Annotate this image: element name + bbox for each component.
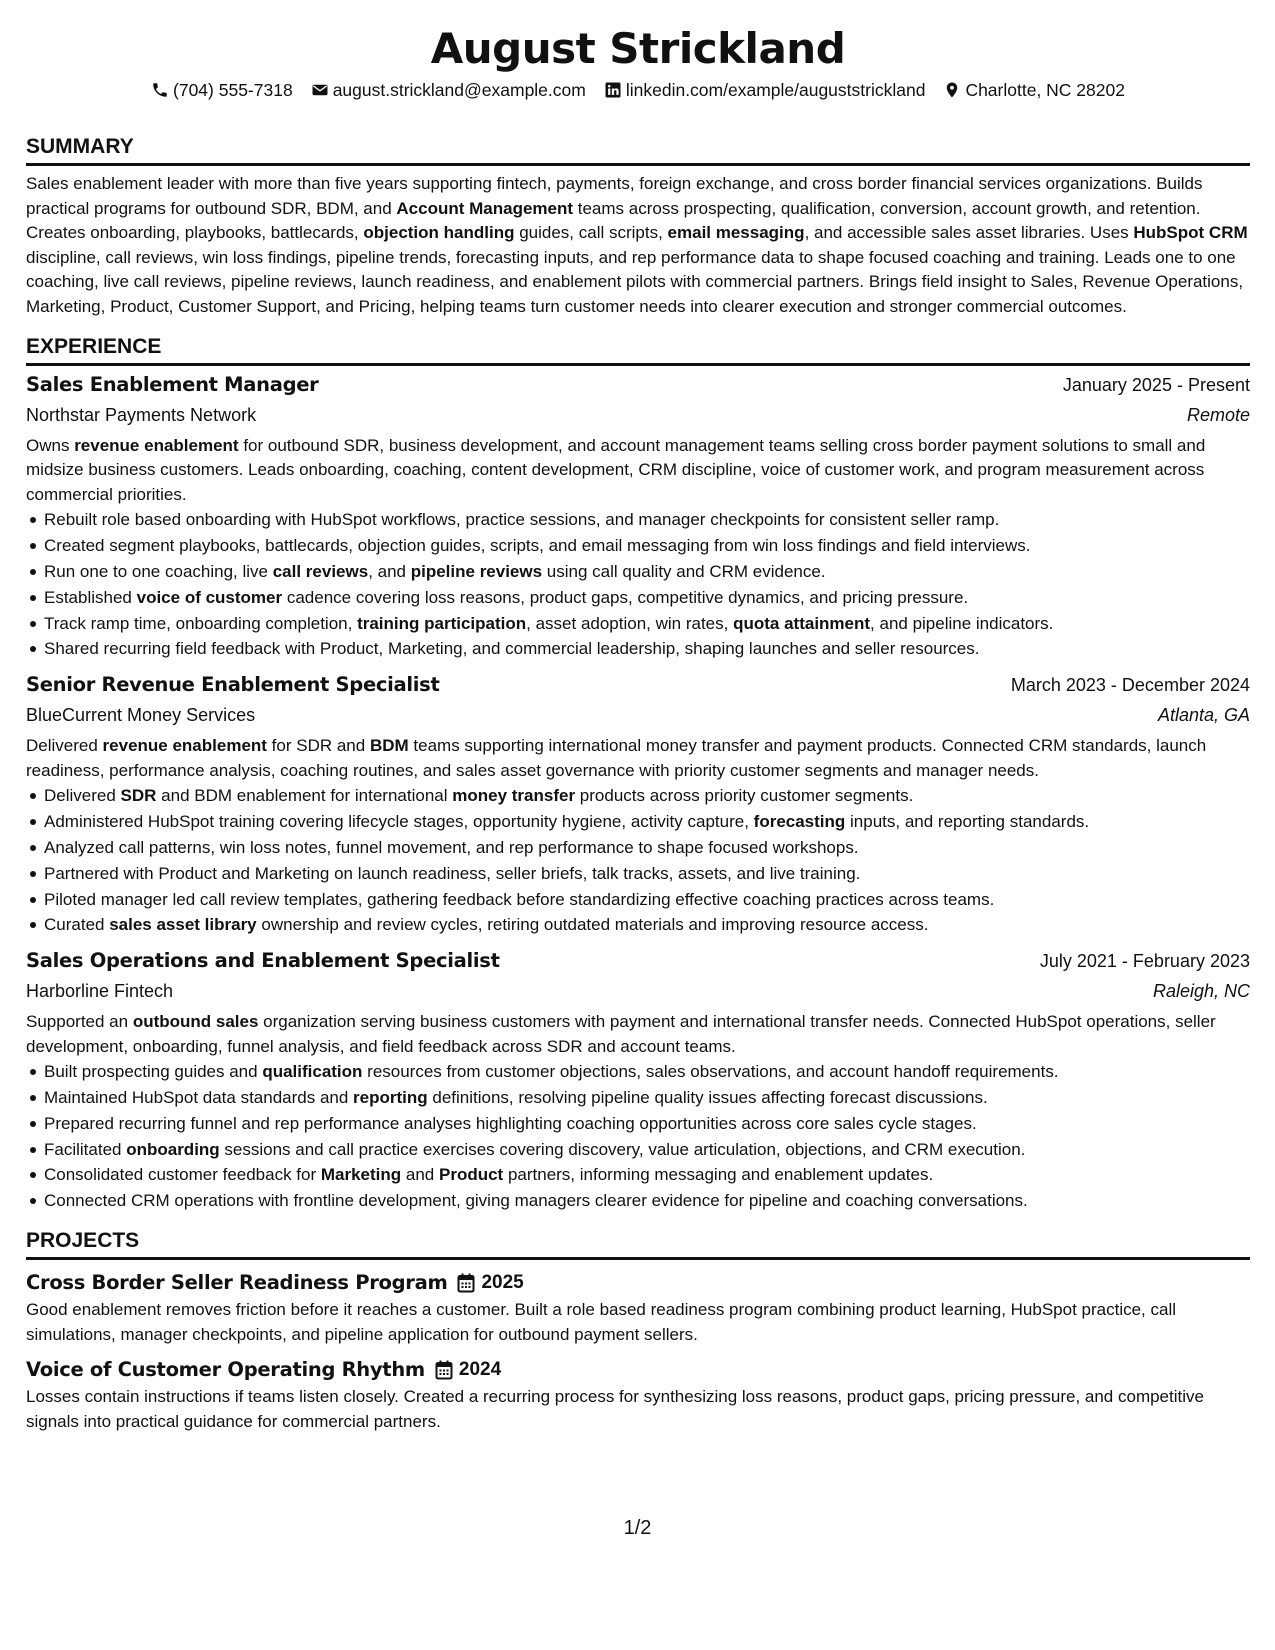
project-year xyxy=(457,1272,523,1294)
bullet-item: Prepared recurring funnel and rep performance analyses highlighting coaching opportunities across core sales cycle stages. xyxy=(44,1111,1250,1137)
bold-text: Marketing xyxy=(320,1165,402,1185)
job-description: Delivered revenue enablement for SDR and BDM teams supporting international money transfer and payment products. Connected CRM standards, launch readiness, performance analysis, coaching routines, and sales asset governance with priority customer segments and manager needs. xyxy=(26,736,1207,780)
bold-text: call reviews xyxy=(272,561,369,581)
project-description: Losses contain instructions if teams listen closely. Created a recurring process for synthesizing loss reasons, product gaps, pricing pressure, and competitive signals into practical guidance for commercial partners. xyxy=(26,1387,1204,1431)
resume-page xyxy=(26,0,1250,1434)
job-company: Northstar Payments Network xyxy=(26,404,257,425)
job-bullets xyxy=(26,1059,1250,1214)
project-year-text: 2025 xyxy=(481,1272,524,1294)
phone-text: (704) 555-7318 xyxy=(173,80,293,100)
section-title-projects: PROJECTS xyxy=(26,1228,1250,1260)
bold-text: objection handling xyxy=(363,223,515,243)
summary-text: Sales enablement leader with more than five years supporting fintech, payments, foreign exchange, and cross border financial services organizations. Builds practical programs for outbound SDR, BDM, and Account Management teams across prospecting, qualification, conversion, account growth, and retention. Creates onboarding, playbooks, battlecards, objection handling guides, call scripts, email messaging, and accessible sales asset libraries. Uses HubSpot CRM discipline, call reviews, win loss findings, pipeline trends, forecasting inputs, and rep performance data to shape focused coaching and training. Leads one to one coaching, live call reviews, pipeline reviews, launch readiness, and enablement pilots with commercial partners. Brings field insight to Sales, Revenue Operations, Marketing, Product, Customer Support, and Pricing, helping teams turn customer needs into clearer execution and stronger commercial outcomes. xyxy=(26,174,1248,316)
job-description: Owns revenue enablement for outbound SDR, business development, and account management teams selling cross border payment solutions to small and midsize business customers. Leads onboarding, coaching, content development, CRM discipline, voice of customer work, and program measurement across commercial priorities. xyxy=(26,435,1206,504)
job-dates: July 2021 - February 2023 xyxy=(1039,951,1250,972)
section-title-summary: SUMMARY xyxy=(26,134,1250,166)
calendar-icon xyxy=(457,1273,475,1293)
bold-text: quota attainment xyxy=(733,613,871,633)
project-description: Good enablement removes friction before it reaches a customer. Built a role based readiness program combining product learning, HubSpot practice, call simulations, manager checkpoints, and pipeline application for outbound payment sellers. xyxy=(26,1300,1176,1344)
bullet-item: Maintained HubSpot data standards and reporting definitions, resolving pipeline quality issues affecting forecast discussions. xyxy=(44,1085,1250,1111)
job-entry xyxy=(26,946,1250,1214)
bold-text: training participation xyxy=(357,613,527,633)
bullet-item: Delivered SDR and BDM enablement for international money transfer products across priority customer segments. xyxy=(44,783,1250,809)
bullet-item: Consolidated customer feedback for Marketing and Product partners, informing messaging and enablement updates. xyxy=(44,1162,1250,1188)
contact-location xyxy=(943,78,1125,102)
calendar-icon xyxy=(435,1360,453,1380)
bold-text: qualification xyxy=(262,1062,363,1082)
bold-text: Product xyxy=(438,1165,504,1185)
bullet-item: Shared recurring field feedback with Product, Marketing, and commercial leadership, shaping launches and seller resources. xyxy=(44,636,1250,662)
contact-phone xyxy=(151,78,293,102)
job-company: BlueCurrent Money Services xyxy=(26,705,256,726)
map-pin-icon xyxy=(943,81,961,99)
projects-section xyxy=(26,1228,1250,1434)
bold-text: revenue enablement xyxy=(74,435,239,455)
job-location: Remote xyxy=(1186,404,1250,425)
location-text: Charlotte, NC 28202 xyxy=(965,80,1125,100)
bullet-item: Rebuilt role based onboarding with HubSpot workflows, practice sessions, and manager checkpoints for consistent seller ramp. xyxy=(44,507,1250,533)
bold-text: sales asset library xyxy=(109,915,257,935)
bullet-item: Created segment playbooks, battlecards, objection guides, scripts, and email messaging from win loss findings and field interviews. xyxy=(44,533,1250,559)
bold-text: BDM xyxy=(369,736,409,756)
bullet-item: Run one to one coaching, live call reviews, and pipeline reviews using call quality and CRM evidence. xyxy=(44,559,1250,585)
project-entry xyxy=(26,1270,1250,1347)
bullet-item: Established voice of customer cadence covering loss reasons, product gaps, competitive dynamics, and pricing pressure. xyxy=(44,585,1250,611)
bold-text: revenue enablement xyxy=(102,736,267,756)
page-number: 1/2 xyxy=(623,1517,652,1539)
contact-bar xyxy=(26,78,1250,102)
bold-text: HubSpot CRM xyxy=(1133,223,1248,243)
project-year-text: 2024 xyxy=(458,1359,502,1381)
job-dates: March 2023 - December 2024 xyxy=(1010,675,1250,696)
job-title: Sales Enablement Manager xyxy=(26,372,319,396)
envelope-icon xyxy=(311,81,329,99)
job-dates: January 2025 - Present xyxy=(1062,374,1250,395)
contact-linkedin[interactable] xyxy=(604,78,926,102)
section-title-experience: EXPERIENCE xyxy=(26,334,1250,366)
bold-text: Account Management xyxy=(396,198,574,218)
job-description: Supported an outbound sales organization serving business customers with payment and international transfer needs. Connected HubSpot operations, seller development, onboarding, funnel analysis, and field feedback across SDR and account teams. xyxy=(26,1012,1216,1056)
job-location: Raleigh, NC xyxy=(1152,981,1250,1002)
bold-text: onboarding xyxy=(126,1139,220,1159)
job-bullets xyxy=(26,507,1250,662)
job-entry xyxy=(26,370,1250,663)
job-entry xyxy=(26,670,1250,938)
bullet-item: Curated sales asset library ownership and review cycles, retiring outdated materials and improving resource access. xyxy=(44,912,1250,938)
contact-email[interactable] xyxy=(311,78,586,102)
bullet-item: Analyzed call patterns, win loss notes, funnel movement, and rep performance to shape focused workshops. xyxy=(44,835,1250,861)
job-location: Atlanta, GA xyxy=(1157,705,1250,726)
bold-text: SDR xyxy=(120,786,157,806)
phone-icon xyxy=(151,81,169,99)
bold-text: voice of customer xyxy=(136,587,283,607)
job-title: Senior Revenue Enablement Specialist xyxy=(26,673,440,697)
project-entry xyxy=(26,1357,1250,1434)
bullet-item: Track ramp time, onboarding completion, training participation, asset adoption, win rates, quota attainment, and pipeline indicators. xyxy=(44,611,1250,637)
bold-text: reporting xyxy=(353,1088,428,1108)
bullet-item: Piloted manager led call review templates, gathering feedback before standardizing effective coaching practices across teams. xyxy=(44,887,1250,913)
bold-text: forecasting xyxy=(753,812,846,832)
bold-text: email messaging xyxy=(667,223,805,243)
email-link[interactable]: august.strickland@example.com xyxy=(332,80,586,100)
bold-text: pipeline reviews xyxy=(410,561,543,581)
candidate-name: August Strickland xyxy=(430,24,846,73)
job-title: Sales Operations and Enablement Specialist xyxy=(26,949,500,973)
bold-text: outbound sales xyxy=(132,1012,259,1032)
job-company: Harborline Fintech xyxy=(26,981,174,1002)
project-name: Cross Border Seller Readiness Program xyxy=(26,1271,448,1295)
summary-section xyxy=(26,134,1250,320)
experience-section xyxy=(26,334,1250,1215)
bullet-item: Built prospecting guides and qualification resources from customer objections, sales observations, and account handoff requirements. xyxy=(44,1059,1250,1085)
job-bullets xyxy=(26,783,1250,938)
bullet-item: Partnered with Product and Marketing on launch readiness, seller briefs, talk tracks, assets, and live training. xyxy=(44,861,1250,887)
project-year xyxy=(435,1359,501,1381)
bullet-item: Facilitated onboarding sessions and call practice exercises covering discovery, value articulation, objections, and CRM execution. xyxy=(44,1137,1250,1163)
bullet-item: Administered HubSpot training covering lifecycle stages, opportunity hygiene, activity capture, forecasting inputs, and reporting standards. xyxy=(44,809,1250,835)
project-name: Voice of Customer Operating Rhythm xyxy=(26,1358,425,1382)
linkedin-icon xyxy=(604,81,622,99)
bold-text: money transfer xyxy=(452,786,576,806)
bullet-item: Connected CRM operations with frontline development, giving managers clearer evidence for pipeline and coaching conversations. xyxy=(44,1188,1250,1214)
linkedin-link[interactable]: linkedin.com/example/auguststrickland xyxy=(625,80,926,100)
